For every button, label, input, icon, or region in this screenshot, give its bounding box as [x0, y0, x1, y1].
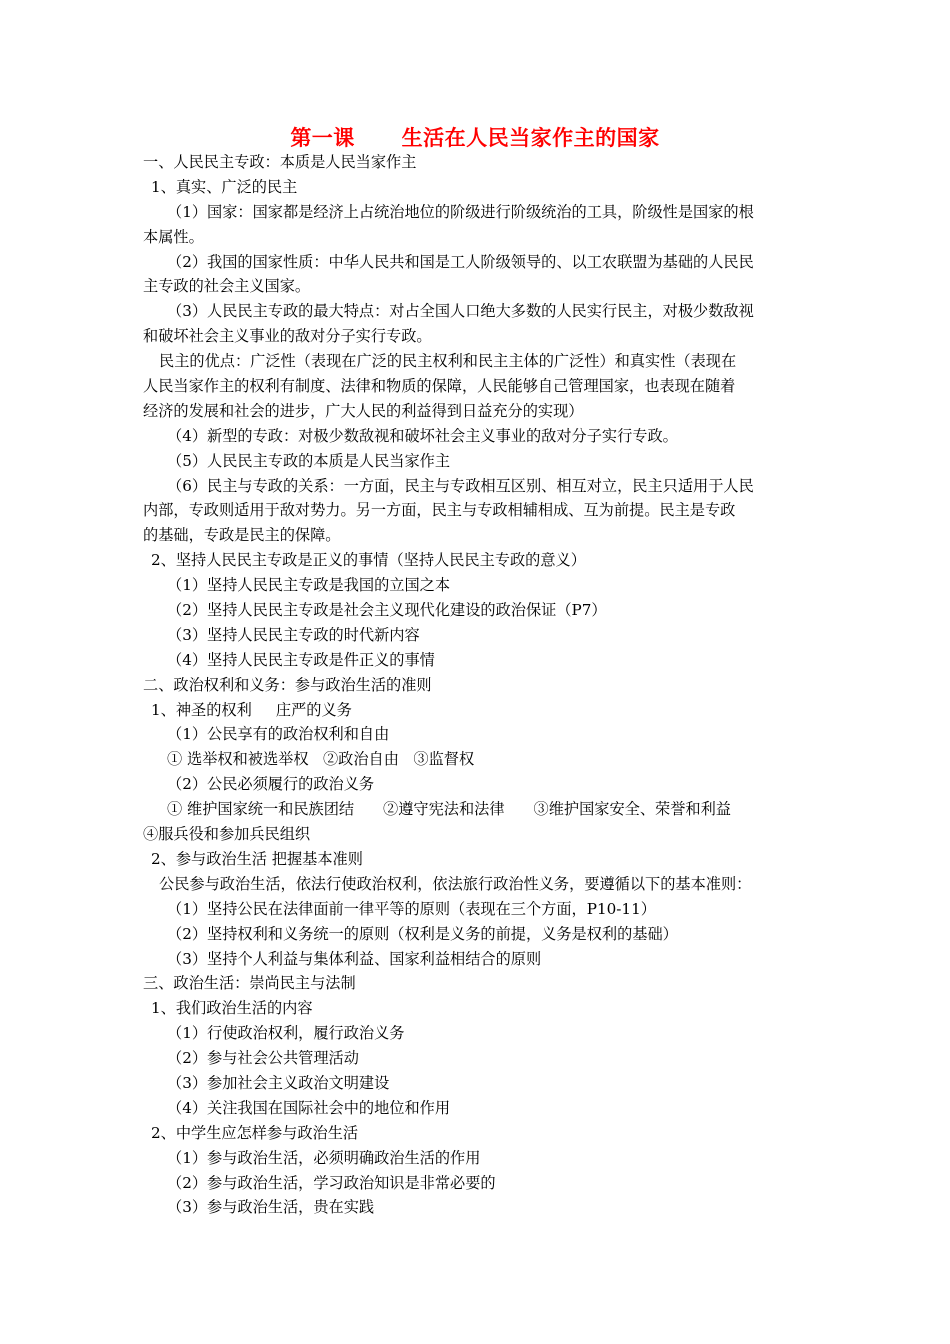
text-line: （2）我国的国家性质：中华人民共和国是工人阶级领导的、以工农联盟为基础的人民民 [167, 252, 754, 271]
text-line: （2）参与政治生活，学习政治知识是非常必要的 [167, 1173, 496, 1192]
text-line: ① 选举权和被选举权 ②政治自由 ③监督权 [167, 750, 475, 769]
text-line: （2）坚持权利和义务统一的原则（权利是义务的前提，义务是权利的基础） [167, 924, 678, 943]
text-line: ④服兵役和参加兵民组织 [143, 825, 311, 844]
text-line: （1）行使政治权利，履行政治义务 [167, 1024, 405, 1043]
text-line: 三、政治生活：崇尚民主与法制 [143, 974, 356, 993]
text-line: 2、中学生应怎样参与政治生活 [151, 1123, 359, 1142]
text-line: （5）人民民主专政的本质是人民当家作主 [167, 451, 451, 470]
text-line: （4）新型的专政：对极少数敌视和破坏社会主义事业的敌对分子实行专政。 [167, 426, 678, 445]
text-line: （2）参与社会公共管理活动 [167, 1049, 359, 1068]
text-line: 的基础，专政是民主的保障。 [143, 526, 341, 545]
text-line: 2、坚持人民民主专政是正义的事情（坚持人民民主专政的意义） [151, 551, 586, 570]
text-line: 内部，专政则适用于敌对势力。另一方面，民主与专政相辅相成、互为前提。民主是专政 [143, 501, 736, 520]
text-line: （4）关注我国在国际社会中的地位和作用 [167, 1098, 451, 1117]
text-line: （3）参与政治生活，贵在实践 [167, 1198, 375, 1217]
text-line: 公民参与政治生活，依法行使政治权利，依法旅行政治性义务，要遵循以下的基本准则： [159, 874, 752, 893]
text-line: 民主的优点：广泛性（表现在广泛的民主权利和民主主体的广泛性）和真实性（表现在 [159, 352, 737, 371]
text-line: （1）国家：国家都是经济上占统治地位的阶级进行阶级统治的工具，阶级性是国家的根 [167, 202, 754, 221]
text-line: ① 维护国家统一和民族团结 ②遵守宪法和法律 ③维护国家安全、荣誉和利益 [167, 800, 731, 819]
text-line: （3）坚持人民民主专政的时代新内容 [167, 625, 420, 644]
text-line: 人民当家作主的权利有制度、法律和物质的保障，人民能够自己管理国家，也表现在随着 [143, 377, 736, 396]
text-line: （1）公民享有的政治权利和自由 [167, 725, 390, 744]
text-line: （2）公民必须履行的政治义务 [167, 775, 375, 794]
text-line: 二、政治权利和义务：参与政治生活的准则 [143, 675, 432, 694]
text-line: 和破坏社会主义事业的敌对分子实行专政。 [143, 327, 432, 346]
page-title: 第一课 生活在人民当家作主的国家 [290, 126, 660, 150]
text-line: 本属性。 [143, 227, 204, 246]
text-line: （2）坚持人民民主专政是社会主义现代化建设的政治保证（P7） [167, 601, 607, 620]
text-line: （3）坚持个人利益与集体利益、国家利益相结合的原则 [167, 949, 542, 968]
text-line: 2、参与政治生活 把握基本准则 [151, 849, 363, 868]
document-body [143, 150, 813, 1220]
text-line: 经济的发展和社会的进步，广大人民的利益得到日益充分的实现） [143, 401, 584, 420]
text-line: （1）坚持人民民主专政是我国的立国之本 [167, 576, 451, 595]
text-line: 1、神圣的权利 庄严的义务 [151, 700, 352, 719]
text-line: （1）参与政治生活，必须明确政治生活的作用 [167, 1148, 481, 1167]
text-line: （3）参加社会主义政治文明建设 [167, 1073, 390, 1092]
text-line: （4）坚持人民民主专政是件正义的事情 [167, 650, 435, 669]
text-line: 1、我们政治生活的内容 [151, 999, 313, 1018]
text-line: （1）坚持公民在法律面前一律平等的原则（表现在三个方面，P10-11） [167, 899, 656, 918]
text-line: 1、真实、广泛的民主 [151, 177, 298, 196]
text-line: （3）人民民主专政的最大特点：对占全国人口绝大多数的人民实行民主，对极少数敌视 [167, 302, 754, 321]
text-line: （6）民主与专政的关系：一方面，民主与专政相互区别、相互对立，民主只适用于人民 [167, 476, 754, 495]
text-line: 主专政的社会主义国家。 [143, 277, 311, 296]
text-line: 一、人民民主专政：本质是人民当家作主 [143, 153, 417, 171]
